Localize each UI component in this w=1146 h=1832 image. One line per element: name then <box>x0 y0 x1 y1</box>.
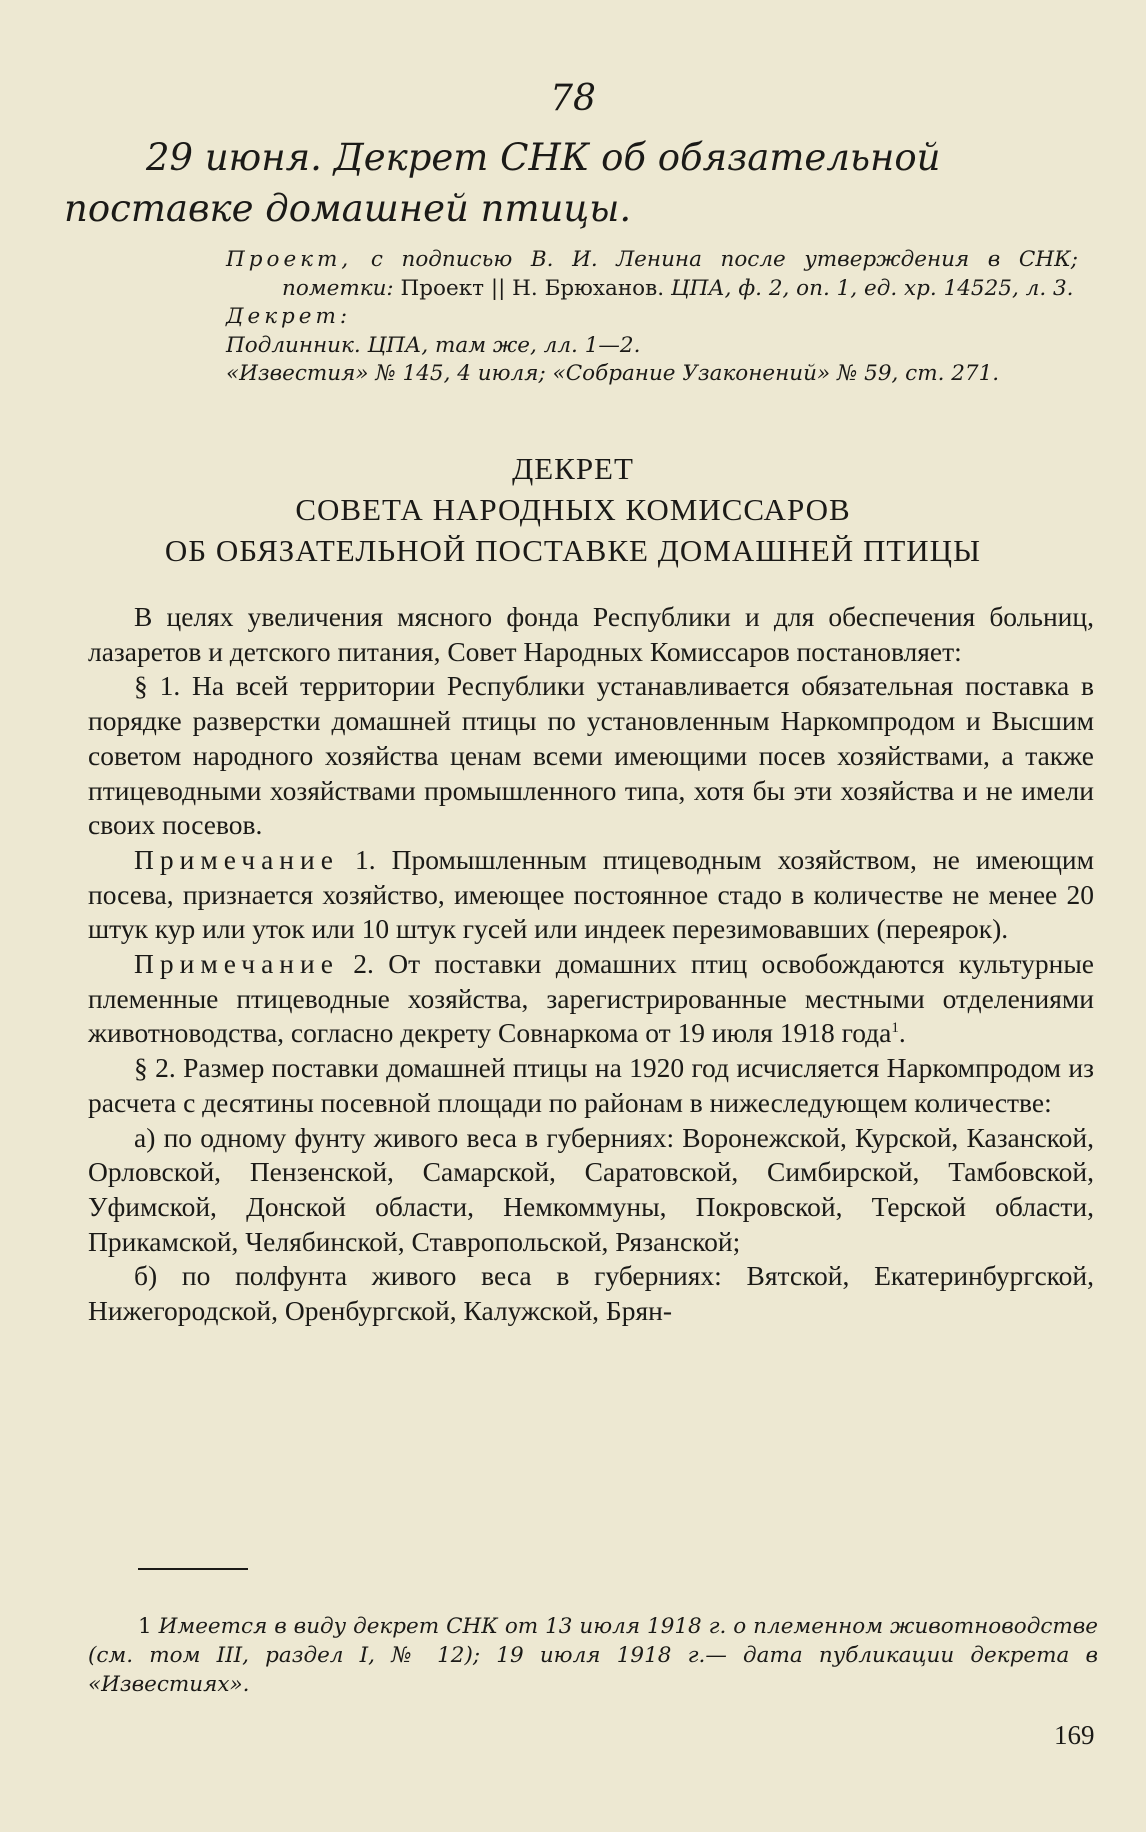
note-2-label: Примечание <box>134 948 339 980</box>
footnote-ref: 1 <box>891 1020 899 1037</box>
note-2-text: 2. От поставки домашних птиц освобождаются культурные племенные птицеводные хозяйства, зарегистрированные местными отделениями животноводства, согласно декрету Совнаркома от 19 июля 1918 года <box>88 948 1094 1049</box>
source-draft-label: Проект, <box>226 247 353 272</box>
source-draft-desc: с подписью В. И. Ленина после утверждения в СНК; пометки: <box>282 247 1078 301</box>
intro-paragraph: В целях увеличения мясного фонда Республики и для обеспечения больниц, лазаретов и детского питания, Совет Народных Комиссаров постановляет: <box>88 601 1094 667</box>
note-1 <box>88 843 1094 947</box>
note-1-label: Примечание <box>134 843 339 875</box>
heading-line-1: ДЕКРЕТ <box>512 451 634 486</box>
page-number: 169 <box>1054 1720 1095 1750</box>
title-text: Декрет СНК об обязательной поставке домашней птицы. <box>64 136 941 230</box>
title-date: 29 июня. <box>146 136 322 179</box>
source-decree-label-line <box>226 303 1078 332</box>
source-original: Подлинник. ЦПА, там же, лл. 1—2. <box>226 332 641 358</box>
note-2-end: . <box>898 1017 906 1049</box>
decree-body <box>88 600 1094 1329</box>
source-draft-archive: ЦПА, ф. 2, оп. 1, ед. хр. 14525, л. 3. <box>670 275 1074 301</box>
footnote-text: Имеется в виду декрет СНК от 13 июля 1918 г. о племенном животноводстве (см. том III, раздел I, № 12); 19 июля 1918 г.— дата публикации декрета в «Известиях». <box>88 1614 1098 1697</box>
source-notes <box>226 246 1078 389</box>
note-2 <box>88 947 1094 1051</box>
heading-line-2: СОВЕТА НАРОДНЫХ КОМИССАРОВ <box>295 492 851 527</box>
section-1: § 1. На всей территории Республики устанавливается обязательная поставка в порядке разверстки домашней птицы по установленным Наркомпродом и Высшим советом народного хозяйства ценам всеми имеющими посев хозяйствами, а также птицеводными хозяйствами промышленного типа, хотя бы эти хозяйства и не имели своих посевов. <box>88 670 1094 841</box>
document-number: 78 <box>550 78 596 119</box>
heading-line-3: ОБ ОБЯЗАТЕЛЬНОЙ ПОСТАВКЕ ДОМАШНЕЙ ПТИЦЫ <box>164 533 982 568</box>
item-a: а) по одному фунту живого веса в губерниях: Воронежской, Курской, Казанской, Орловской, Пензенской, Самарской, Саратовской, Симбирской, Тамбовской, Уфимской, Донской области, Немкоммуны, Покровской, Терской области, Прикамской, Челябинской, Ставропольской, Рязанской; <box>88 1121 1094 1257</box>
source-draft-marks: Проект || Н. Брюханов. <box>400 275 665 301</box>
footnote-text-line <box>88 1612 1098 1699</box>
source-publication: «Известия» № 145, 4 июля; «Собрание Узаконений» № 59, ст. 271. <box>226 361 1000 386</box>
note-1-text: 1. Промышленным птицеводным хозяйством, не имеющим посева, признается хозяйство, имеющее постоянное стадо в количестве не менее 20 штук кур или уток или 10 штук гусей или индеек перезимовавших (переярок). <box>88 843 1095 945</box>
item-b: б) по полфунта живого веса в губерниях: Вятской, Екатеринбургской, Нижегородской, Оренбургской, Калужской, Брян- <box>88 1260 1094 1327</box>
document-title <box>64 132 1084 234</box>
footnote <box>88 1612 1098 1699</box>
footnote-number: 1 <box>138 1614 152 1639</box>
source-decree-label: Декрет: <box>226 304 352 329</box>
section-2: § 2. Размер поставки домашней птицы на 1920 год исчисляется Наркомпродом из расчета с десятины посевной площади по районам в нижеследующем количестве: <box>88 1052 1094 1118</box>
footnote-divider <box>138 1568 248 1570</box>
decree-heading <box>0 448 1146 571</box>
source-draft <box>226 246 1078 303</box>
